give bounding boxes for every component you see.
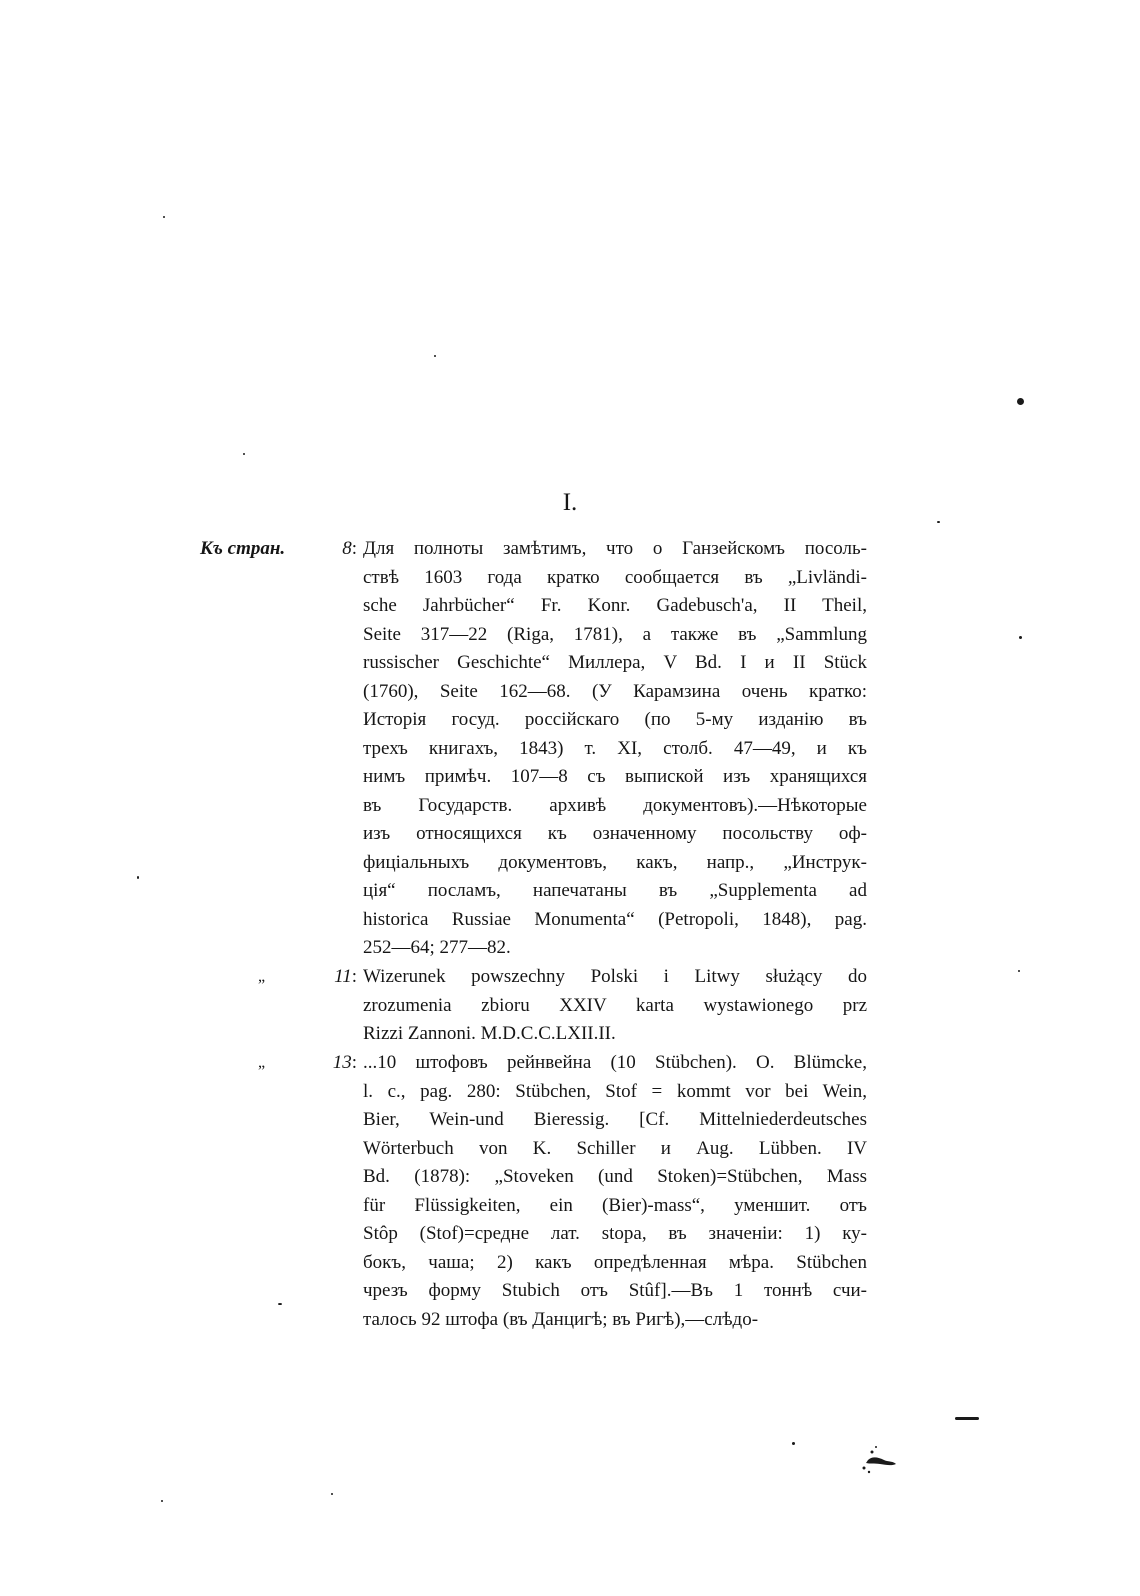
text-line: Seite 317—22 (Riga, 1781), а также въ „Sammlung [363,623,867,645]
text-line: Stôp (Stof)=средне лат. stopa, въ значеніи: 1) ку- [363,1223,867,1244]
text-line: l. c., pag. 280: Stübchen, Stof = kommt vor bei Wein, [363,1080,867,1102]
ditto-mark: „ [258,968,266,985]
scan-speck [243,453,245,455]
annotation-text [363,535,867,963]
text-line: бокъ, чаша; 2) какъ опредѣленная мѣра. Stübchen [363,1251,867,1273]
text-line: Wizerunek powszechny Polski i Litwy służący do [363,966,867,987]
text-line: für Flüssigkeiten, ein (Bier)-mass“, уменшит. отъ [363,1194,867,1216]
scan-speck [1019,636,1022,639]
scan-speck [792,1442,795,1445]
reference-number: 8: [342,538,357,559]
text-line: талось 92 штофа (въ Данцигѣ; въ Ригѣ),—слѣдо- [363,1308,759,1330]
reference-number: 13: [332,1052,357,1073]
scan-speck [331,1493,333,1495]
text-line: трехъ книгахъ, 1843) т. XI, столб. 47—49, и къ [363,737,867,759]
text-line: 252—64; 277—82. [363,937,511,958]
annotation-text [363,1049,867,1334]
text-line: изъ относящихся къ означенному посольству оф- [363,823,867,844]
scan-speck [1018,970,1020,972]
text-line: фиціальныхъ документовъ, какъ, напр., „Инструк- [363,851,867,873]
ditto-mark: „ [258,1054,266,1071]
text-line: russischer Geschichte“ Миллера, V Bd. I и II Stück [363,652,867,673]
scan-speck [161,1500,163,1502]
annotation-text [363,963,867,1049]
ink-smudge [860,1438,900,1478]
text-line: нимъ примѣч. 107—8 съ выпиской изъ хранящихся [363,766,867,787]
text-line: Исторія госуд. россійскаго (по 5-му изданію въ [363,709,867,730]
scan-speck [137,876,139,879]
scan-speck [1017,398,1024,405]
text-line: въ Государств. архивѣ документовъ).—Нѣкоторые [363,794,867,816]
text-line: ...10 штофовъ рейнвейна (10 Stübchen). O. Blümcke, [363,1052,867,1073]
text-line: (1760), Seite 162—68. (У Карамзина очень кратко: [363,680,867,702]
text-line: Bier, Wein-und Bieressig. [Cf. Mittelniederdeutsches [363,1109,867,1130]
section-heading: I. [562,489,578,516]
text-line: ствѣ 1603 года кратко сообщается въ „Livländi- [363,566,867,588]
scan-speck [434,355,436,357]
reference-label: Къ стран. [200,538,286,559]
text-line: чрезъ форму Stubich отъ Stûf].—Въ 1 тоннѣ счи- [363,1280,867,1301]
scan-speck [955,1417,979,1420]
scan-speck [278,1303,282,1305]
reference-number: 11: [334,966,357,987]
scan-speck [163,216,165,218]
text-line: sche Jahrbücher“ Fr. Konr. Gadebusch'a, II Theil, [363,595,867,616]
text-line: Для полноты замѣтимъ, что о Ганзейскомъ посоль- [363,538,867,559]
text-line: ція“ посламъ, напечатаны въ „Supplementa ad [363,880,867,901]
text-line: Rizzi Zannoni. M.D.C.C.LXII.II. [363,1023,616,1044]
text-line: historica Russiae Monumenta“ (Petropoli, 1848), pag. [363,908,867,930]
scan-speck [937,521,940,523]
text-line: Wörterbuch von K. Schiller и Aug. Lübben. IV [363,1137,867,1159]
text-line: zrozumenia zbioru XXIV karta wystawionego prz [363,994,867,1016]
text-line: Bd. (1878): „Stoveken (und Stoken)=Stübchen, Mass [363,1166,867,1187]
